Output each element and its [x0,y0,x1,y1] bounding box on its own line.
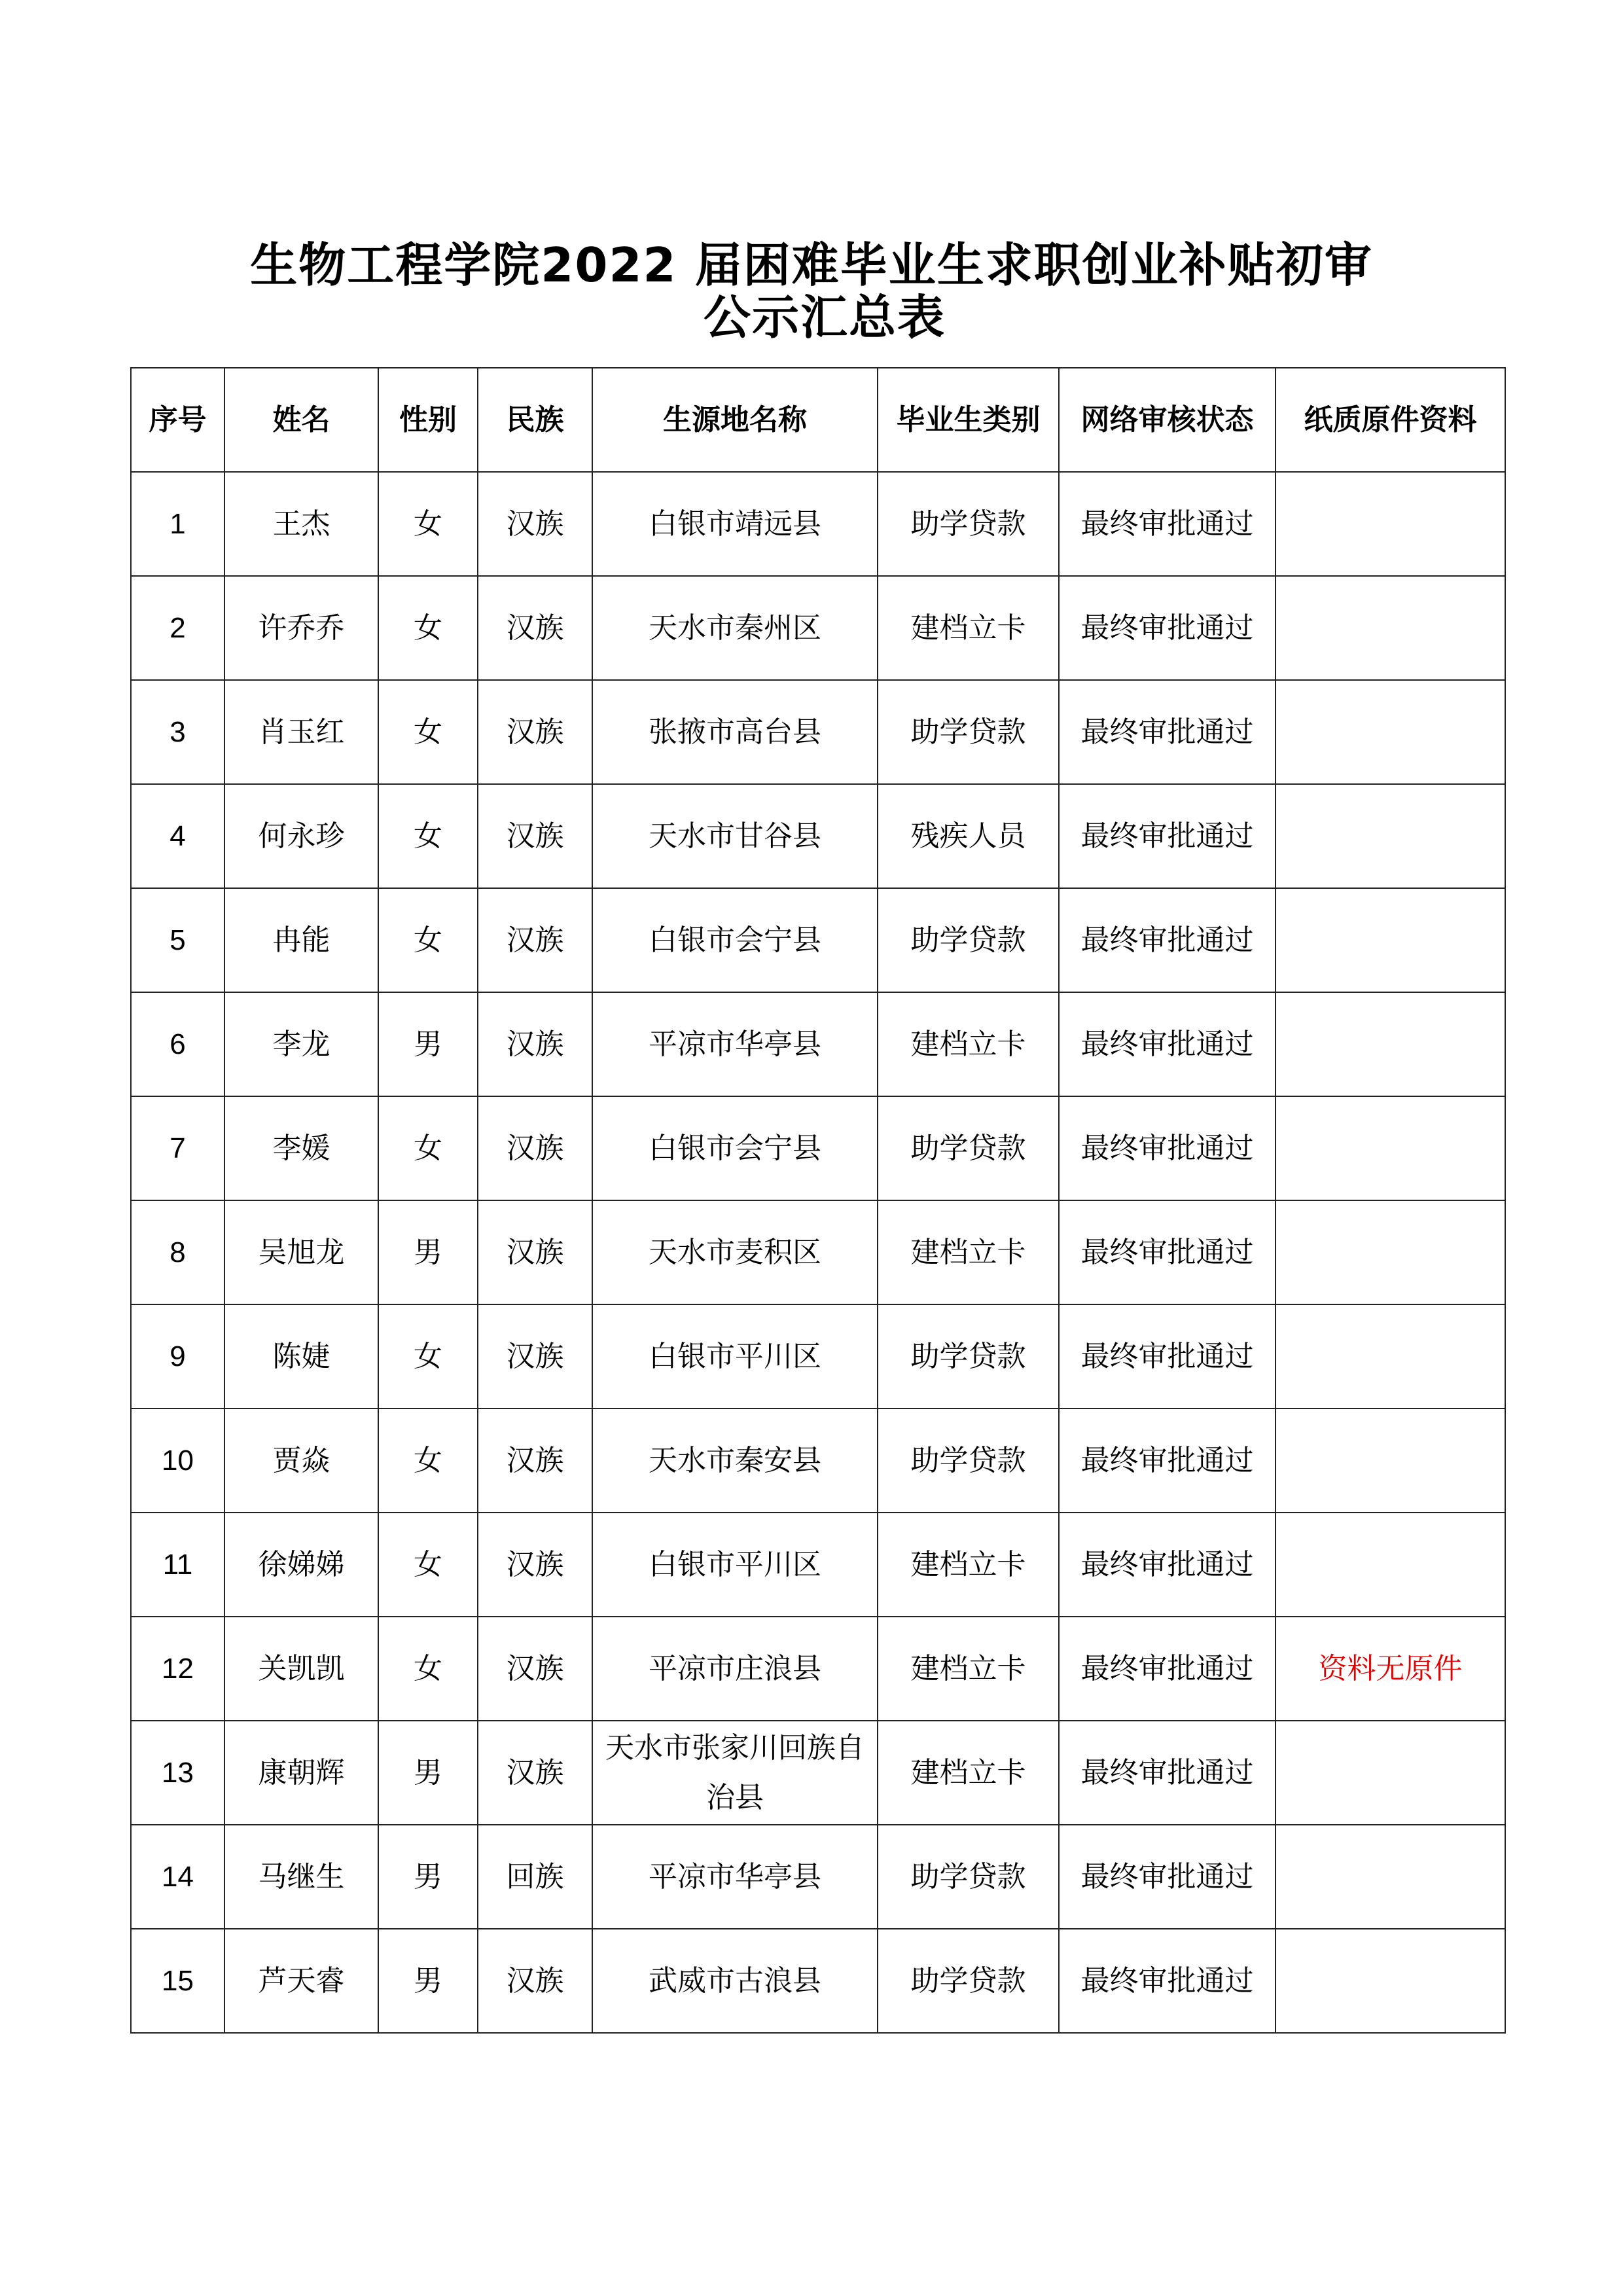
cell-no: 11 [131,1513,224,1617]
cell-category: 助学贷款 [878,680,1059,784]
cell-gender: 女 [378,1617,478,1721]
cell-no: 1 [131,472,224,576]
cell-gender: 女 [378,1304,478,1408]
cell-category: 助学贷款 [878,1304,1059,1408]
cell-name: 王杰 [224,472,378,576]
cell-no: 2 [131,576,224,680]
cell-category: 建档立卡 [878,1721,1059,1825]
cell-category: 建档立卡 [878,576,1059,680]
table-row [131,1408,1505,1513]
cell-status: 最终审批通过 [1059,680,1275,784]
cell-origin: 白银市靖远县 [592,472,878,576]
cell-gender: 男 [378,1721,478,1825]
cell-remark: 资料无原件 [1275,1617,1505,1721]
table-row [131,1825,1505,1929]
cell-gender: 女 [378,1096,478,1200]
cell-name: 许乔乔 [224,576,378,680]
cell-status: 最终审批通过 [1059,576,1275,680]
cell-remark [1275,1304,1505,1408]
cell-gender: 女 [378,576,478,680]
cell-no: 5 [131,888,224,992]
cell-ethnicity: 汉族 [478,888,592,992]
cell-category: 建档立卡 [878,992,1059,1096]
summary-table [130,367,1506,2034]
cell-status: 最终审批通过 [1059,1513,1275,1617]
cell-ethnicity: 汉族 [478,1096,592,1200]
cell-ethnicity: 汉族 [478,680,592,784]
cell-name: 吴旭龙 [224,1200,378,1304]
cell-ethnicity: 汉族 [478,1617,592,1721]
table-row [131,888,1505,992]
cell-ethnicity: 汉族 [478,1304,592,1408]
table-row [131,1513,1505,1617]
cell-status: 最终审批通过 [1059,1825,1275,1929]
cell-name: 关凯凯 [224,1617,378,1721]
cell-origin: 平凉市华亭县 [592,1825,878,1929]
cell-remark [1275,472,1505,576]
cell-origin: 天水市秦安县 [592,1408,878,1513]
cell-category: 助学贷款 [878,1096,1059,1200]
header-origin: 生源地名称 [592,368,878,472]
cell-no: 13 [131,1721,224,1825]
cell-category: 建档立卡 [878,1617,1059,1721]
cell-status: 最终审批通过 [1059,1304,1275,1408]
cell-name: 李龙 [224,992,378,1096]
cell-remark [1275,1825,1505,1929]
table-header-row [131,368,1505,472]
cell-ethnicity: 汉族 [478,992,592,1096]
cell-origin: 平凉市华亭县 [592,992,878,1096]
cell-ethnicity: 汉族 [478,1721,592,1825]
cell-origin: 白银市平川区 [592,1304,878,1408]
cell-category: 助学贷款 [878,1929,1059,2033]
title-line-2: 公示汇总表 [703,290,946,345]
cell-no: 4 [131,784,224,888]
table-row [131,1617,1505,1721]
cell-origin: 天水市秦州区 [592,576,878,680]
cell-origin: 白银市会宁县 [592,888,878,992]
cell-no: 6 [131,992,224,1096]
cell-remark [1275,784,1505,888]
cell-gender: 男 [378,992,478,1096]
cell-no: 9 [131,1304,224,1408]
cell-status: 最终审批通过 [1059,1200,1275,1304]
header-no: 序号 [131,368,224,472]
header-name: 姓名 [224,368,378,472]
cell-no: 14 [131,1825,224,1929]
table-row [131,680,1505,784]
table-row [131,1304,1505,1408]
cell-no: 15 [131,1929,224,2033]
cell-status: 最终审批通过 [1059,1096,1275,1200]
title-line-1: 生物工程学院2022 届困难毕业生求职创业补贴初审 [250,238,1373,293]
cell-gender: 男 [378,1200,478,1304]
header-category: 毕业生类别 [878,368,1059,472]
cell-name: 冉能 [224,888,378,992]
cell-ethnicity: 汉族 [478,1929,592,2033]
table-row [131,1721,1505,1825]
cell-category: 建档立卡 [878,1513,1059,1617]
cell-origin: 天水市甘谷县 [592,784,878,888]
table-row [131,576,1505,680]
cell-remark [1275,992,1505,1096]
cell-status: 最终审批通过 [1059,888,1275,992]
cell-name: 马继生 [224,1825,378,1929]
cell-name: 贾焱 [224,1408,378,1513]
cell-category: 助学贷款 [878,888,1059,992]
cell-remark [1275,1408,1505,1513]
cell-no: 10 [131,1408,224,1513]
cell-remark [1275,888,1505,992]
cell-gender: 男 [378,1929,478,2033]
cell-no: 8 [131,1200,224,1304]
cell-ethnicity: 汉族 [478,472,592,576]
table-row [131,784,1505,888]
cell-status: 最终审批通过 [1059,472,1275,576]
table-body [131,472,1505,2033]
cell-no: 3 [131,680,224,784]
cell-origin: 武威市古浪县 [592,1929,878,2033]
cell-status: 最终审批通过 [1059,1929,1275,2033]
cell-origin: 天水市麦积区 [592,1200,878,1304]
cell-name: 芦天睿 [224,1929,378,2033]
cell-origin: 白银市平川区 [592,1513,878,1617]
cell-ethnicity: 汉族 [478,576,592,680]
document-title [131,239,1492,344]
cell-gender: 男 [378,1825,478,1929]
cell-ethnicity: 汉族 [478,1200,592,1304]
cell-gender: 女 [378,784,478,888]
cell-remark [1275,1929,1505,2033]
cell-status: 最终审批通过 [1059,992,1275,1096]
cell-category: 建档立卡 [878,1200,1059,1304]
cell-status: 最终审批通过 [1059,1408,1275,1513]
cell-status: 最终审批通过 [1059,1617,1275,1721]
cell-name: 陈婕 [224,1304,378,1408]
cell-ethnicity: 汉族 [478,1513,592,1617]
cell-origin: 天水市张家川回族自治县 [592,1721,878,1825]
cell-ethnicity: 汉族 [478,1408,592,1513]
table-row [131,1200,1505,1304]
cell-gender: 女 [378,1513,478,1617]
cell-category: 助学贷款 [878,1825,1059,1929]
cell-remark [1275,1513,1505,1617]
cell-no: 7 [131,1096,224,1200]
cell-ethnicity: 回族 [478,1825,592,1929]
cell-category: 助学贷款 [878,472,1059,576]
cell-name: 何永珍 [224,784,378,888]
cell-category: 助学贷款 [878,1408,1059,1513]
cell-name: 李媛 [224,1096,378,1200]
cell-remark [1275,1721,1505,1825]
cell-name: 肖玉红 [224,680,378,784]
table-row [131,472,1505,576]
cell-gender: 女 [378,1408,478,1513]
table-row [131,1096,1505,1200]
cell-name: 康朝辉 [224,1721,378,1825]
cell-remark [1275,1096,1505,1200]
cell-remark [1275,680,1505,784]
header-ethnicity: 民族 [478,368,592,472]
cell-gender: 女 [378,680,478,784]
cell-remark [1275,1200,1505,1304]
cell-remark [1275,576,1505,680]
cell-status: 最终审批通过 [1059,784,1275,888]
cell-origin: 平凉市庄浪县 [592,1617,878,1721]
table-row [131,1929,1505,2033]
cell-origin: 白银市会宁县 [592,1096,878,1200]
cell-ethnicity: 汉族 [478,784,592,888]
cell-gender: 女 [378,472,478,576]
cell-category: 残疾人员 [878,784,1059,888]
table-row [131,992,1505,1096]
cell-origin: 张掖市高台县 [592,680,878,784]
cell-no: 12 [131,1617,224,1721]
cell-name: 徐娣娣 [224,1513,378,1617]
header-remark: 纸质原件资料 [1275,368,1505,472]
cell-status: 最终审批通过 [1059,1721,1275,1825]
header-status: 网络审核状态 [1059,368,1275,472]
header-gender: 性别 [378,368,478,472]
cell-gender: 女 [378,888,478,992]
